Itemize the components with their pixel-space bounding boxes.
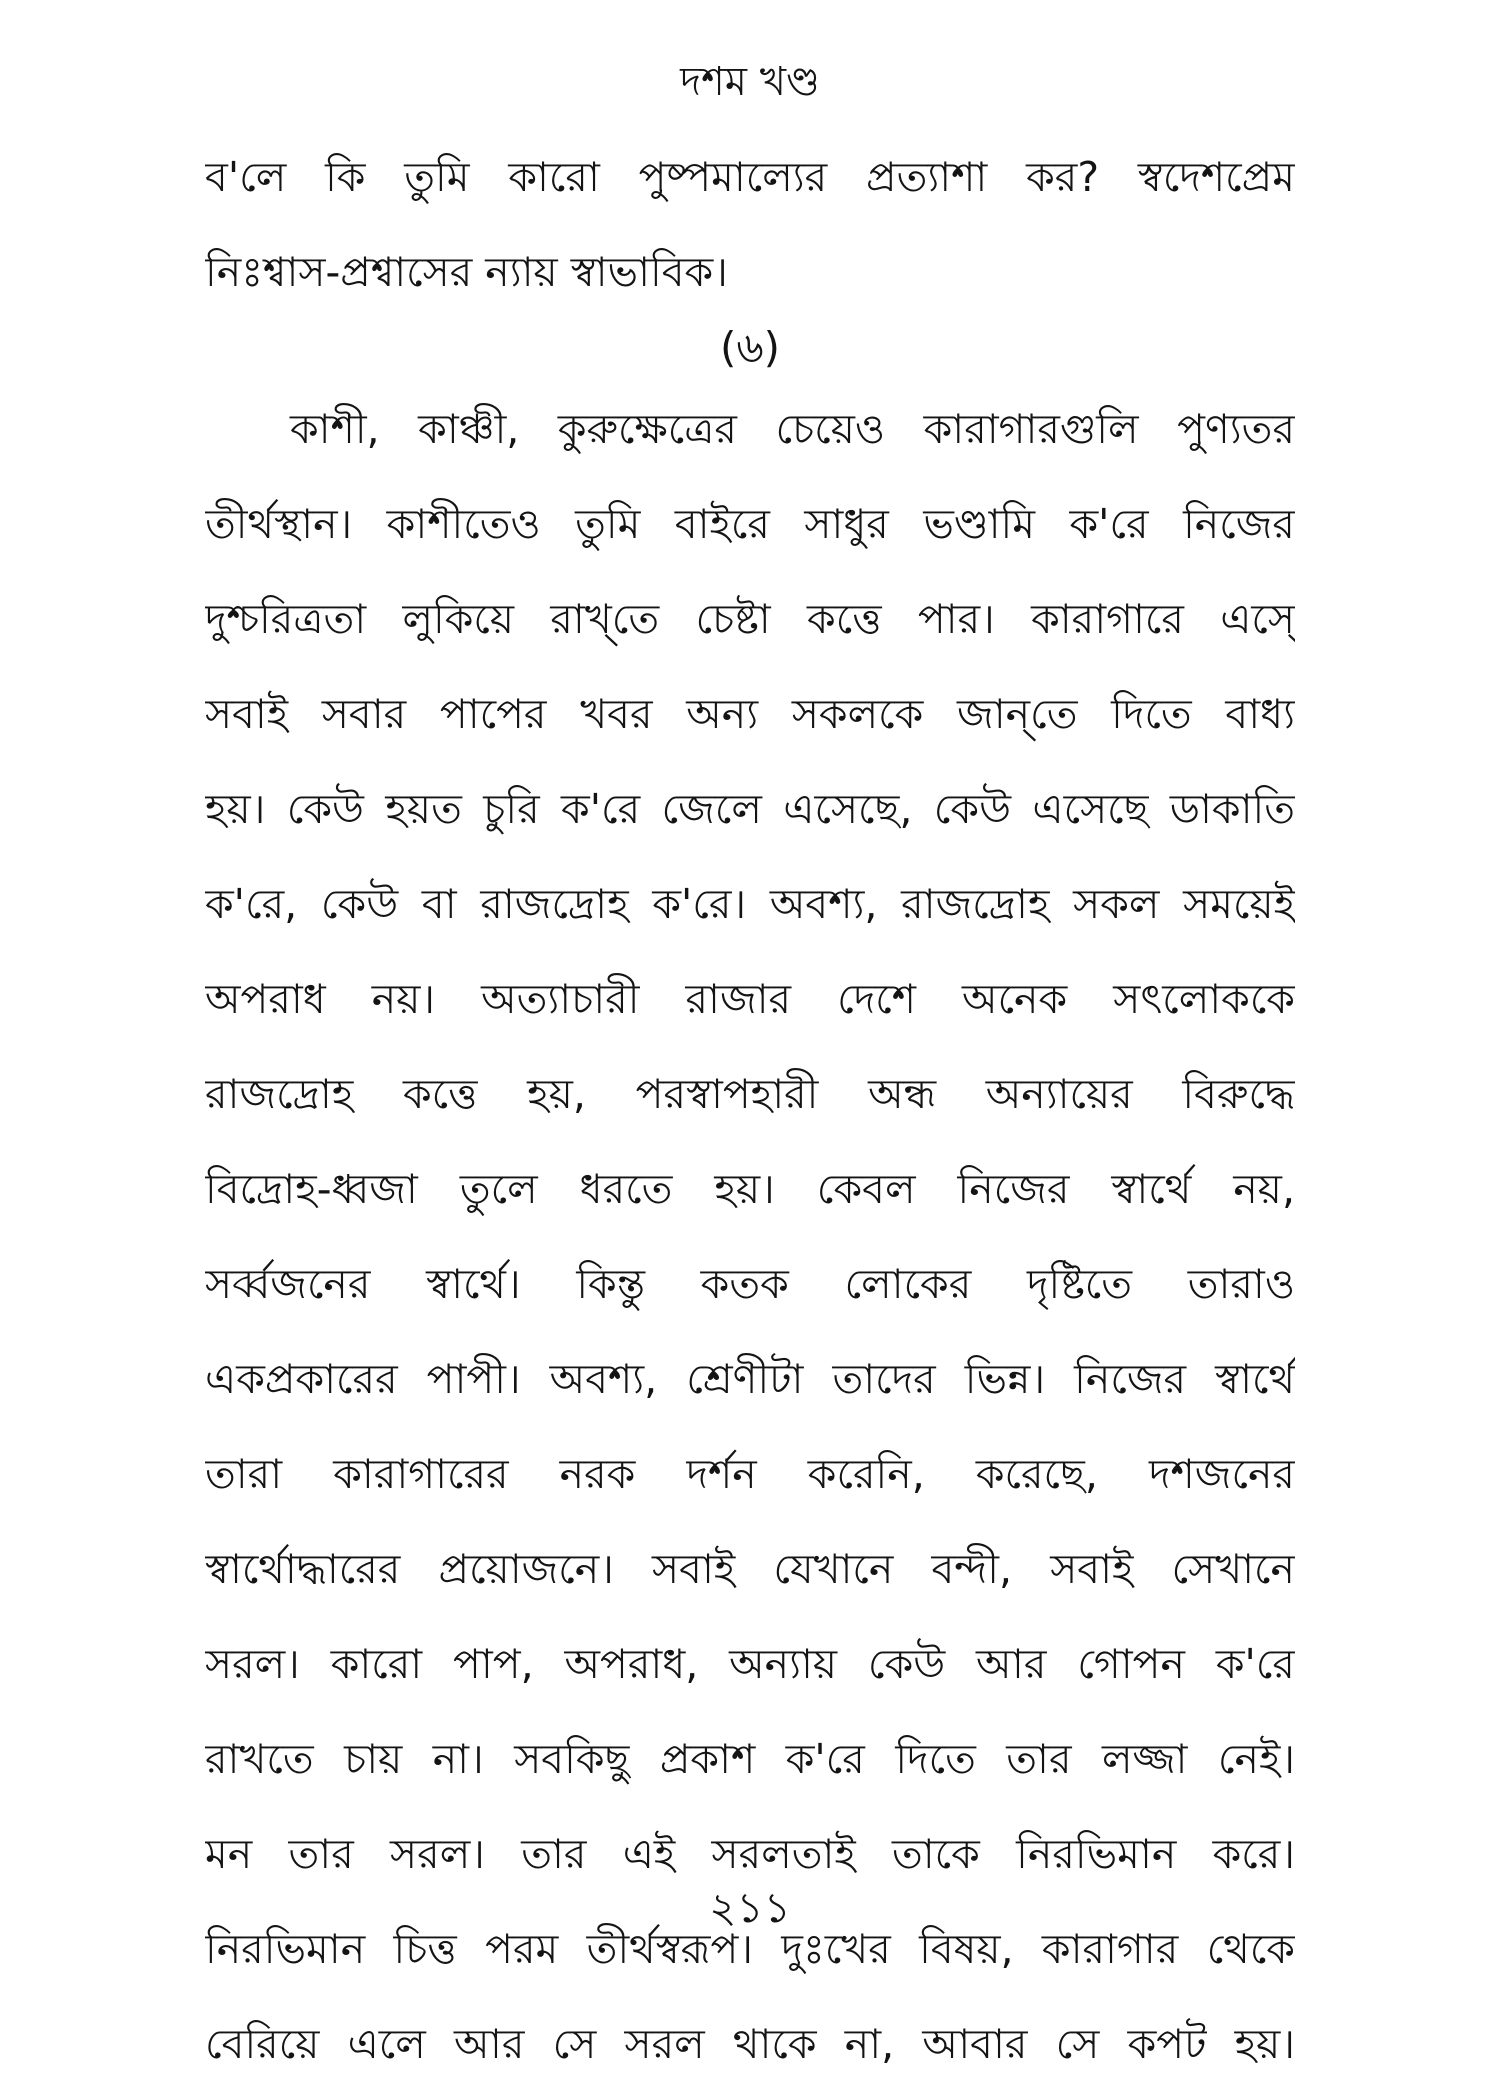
text-line: ব'লে কি তুমি কারো পুষ্পমাল্যের প্রত্যাশা কর? স্বদেশপ্রেম [205, 153, 1295, 201]
text-line: একপ্রকারের পাপী। অবশ্য, শ্রেণীটা তাদের ভিন্ন। নিজের স্বার্থে [205, 1355, 1295, 1403]
text-line: মন তার সরল। তার এই সরলতাই তাকে নিরভিমান করে। [205, 1830, 1295, 1878]
text-line: ক'রে, কেউ বা রাজদ্রোহ ক'রে। অবশ্য, রাজদ্রোহ সকল সময়েই [205, 880, 1295, 928]
text-line: হয়। কেউ হয়ত চুরি ক'রে জেলে এসেছে, কেউ এসেছে ডাকাতি [205, 785, 1295, 833]
opening-paragraph [205, 130, 1295, 320]
body-paragraph [205, 382, 1295, 2092]
text-line: বেরিয়ে এলে আর সে সরল থাকে না, আবার সে কপট হয়। [205, 2020, 1295, 2068]
section-number: (৬) [719, 323, 781, 372]
text-line: সরল। কারো পাপ, অপরাধ, অন্যায় কেউ আর গোপন ক'রে [205, 1640, 1295, 1688]
text-line: রাজদ্রোহ কত্তে হয়, পরস্বাপহারী অন্ধ অন্যায়ের বিরুদ্ধে [205, 1070, 1295, 1118]
text-line: সবাই সবার পাপের খবর অন্য সকলকে জান্‌তে দিতে বাধ্য [205, 690, 1295, 738]
text-line: নিরভিমান চিত্ত পরম তীর্থস্বরূপ। দুঃখের বিষয়, কারাগার থেকে [205, 1925, 1295, 1973]
text-line: কাশী, কাঞ্চী, কুরুক্ষেত্রের চেয়েও কারাগারগুলি পুণ্যতর [290, 405, 1295, 453]
text-line: স্বার্থোদ্ধারের প্রয়োজনে। সবাই যেখানে বন্দী, সবাই সেখানে [205, 1545, 1295, 1593]
text-line: সর্ব্বজনের স্বার্থে। কিন্তু কতক লোকের দৃষ্টিতে তারাও [205, 1260, 1295, 1308]
page-number: ২১১ [709, 1883, 791, 1932]
text-line: তীর্থস্থান। কাশীতেও তুমি বাইরে সাধুর ভণ্ডামি ক'রে নিজের [205, 500, 1295, 548]
text-line: বিদ্রোহ-ধ্বজা তুলে ধরতে হয়। কেবল নিজের স্বার্থে নয়, [205, 1165, 1295, 1213]
text-line: তারা কারাগারের নরক দর্শন করেনি, করেছে, দশজনের [205, 1450, 1295, 1498]
running-head: দশম খণ্ড [680, 59, 820, 105]
text-line: রাখতে চায় না। সবকিছু প্রকাশ ক'রে দিতে তার লজ্জা নেই। [205, 1735, 1295, 1783]
text-line: নিঃশ্বাস-প্রশ্বাসের ন্যায় স্বাভাবিক। [205, 248, 728, 296]
text-line: দুশ্চরিত্রতা লুকিয়ে রাখ্‌তে চেষ্টা কত্তে পার। কারাগারে এসে্ [205, 595, 1295, 643]
text-line: অপরাধ নয়। অত্যাচারী রাজার দেশে অনেক সৎলোককে [205, 975, 1295, 1023]
